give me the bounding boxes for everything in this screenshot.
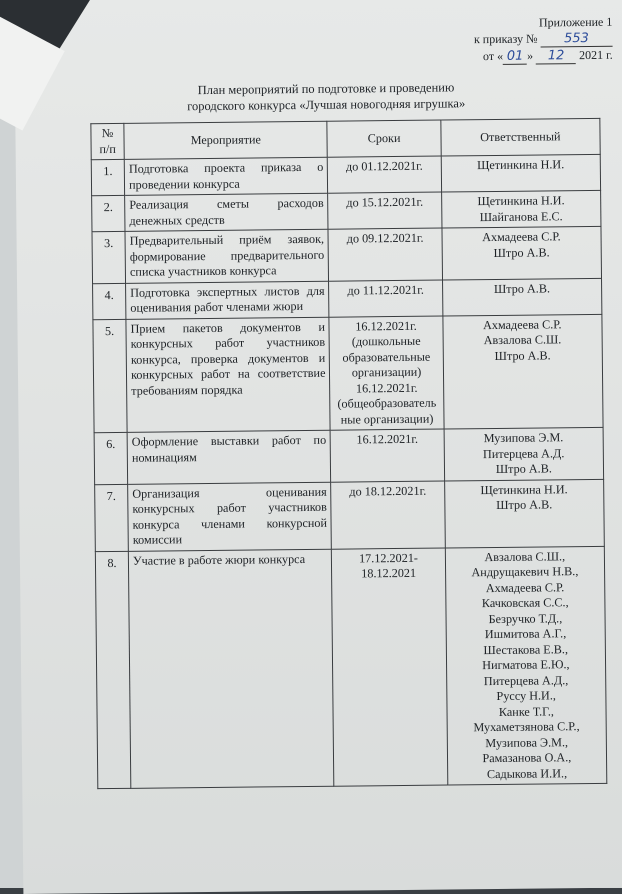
document-title [15,77,622,116]
date-line: 16.12.2021г. [355,380,418,395]
responsible-person: Мухаметзянова С.Р., [473,719,580,735]
row-event: Организация оценивания конкурсных работ участников конкурса членами конкурсной комиссии [128,482,332,551]
responsible-person: Штро А.В. [493,244,550,260]
responsible-person: Шестакова Е.В., [483,641,569,657]
order-prefix: к приказу № [473,31,538,47]
title-line-2: городского конкурса «Лучшая новогодняя игрушка» [187,96,466,114]
row-responsible [441,190,601,228]
document-page [14,0,622,894]
header-event: Мероприятие [124,121,328,159]
responsible-person: Рамазанова О.А., [482,750,572,766]
table-body [91,154,607,788]
table-row [95,546,606,789]
table-row [93,314,603,433]
date-line [474,47,613,65]
responsible-person: Шайганова Е.С. [479,208,563,224]
row-dates [332,548,448,787]
date-line: 17.12.2021- [358,550,419,565]
responsible-person: Ахмадеева С.Р. [485,579,565,595]
date-line: 18.12.2021 [361,565,417,581]
table-row [94,427,604,484]
appendix-block [474,14,613,65]
row-number: 5. [93,319,127,433]
date-mid: » [527,48,534,63]
responsible-person: Авзалова С.Ш., [484,548,566,564]
row-responsible [443,314,604,429]
responsible-person: Музипова Э.М., [485,734,569,750]
row-dates [331,481,445,549]
responsible-person: Штро А.В. [495,461,552,476]
responsible-person: Руссу Н.И., [496,688,556,703]
responsible-person: Щетинкина Н.И. [477,193,565,209]
responsible-person: Качковская С.С., [481,595,569,611]
table-row [92,190,601,231]
responsible-person: Авзалова С.Ш. [483,332,562,348]
row-number: 1. [91,159,124,195]
date-line: организации) [351,364,422,380]
row-dates [329,316,443,431]
row-dates [328,228,442,281]
row-number: 2. [92,195,125,231]
row-number: 3. [92,231,126,283]
row-responsible [444,427,604,480]
responsible-person: Канке Т.Г., [498,703,554,719]
row-event: Участие в работе жюри конкурса [128,549,334,789]
table-row [92,226,602,283]
responsible-person: Нигматова Е.Ю., [482,657,570,673]
responsible-person: Безручко Т.Д., [488,610,563,626]
table-row [93,278,602,319]
date-line: 16.12.2021г. [356,431,419,447]
title-line-1: План мероприятий по подготовке и проведению [197,80,455,98]
responsible-person: Щетинкина Н.И. [480,481,568,497]
date-year: 2021 г. [579,47,613,63]
row-number: 6. [94,432,128,484]
row-event: Реализация сметы расходов денежных средств [125,193,329,231]
row-event: Подготовка экспертных листов для оценивания работ членами жюри [126,281,330,319]
order-number: 553 [540,32,612,48]
responsible-person: Штро А.В. [496,497,553,512]
row-dates [328,156,442,193]
responsible-person: Садыкова И.И., [486,765,568,781]
events-table [90,118,607,789]
table-header-row [91,118,600,159]
header-responsible: Ответственный [441,118,601,156]
date-line: до 09.12.2021г. [346,230,424,246]
date-line: до 18.12.2021г. [349,483,427,499]
appendix-label: Приложение 1 [538,14,613,30]
responsible-person: Штро А.В. [494,347,551,363]
order-line [474,30,613,48]
row-number: 8. [95,551,131,789]
row-event: Предварительный приём заявок, формирование предварительного списка участников конкурса [125,229,329,283]
row-event: Подготовка проекта приказа о проведении конкурса [124,157,328,195]
row-responsible [445,546,607,785]
responsible-person: Ишмитова А.Г., [484,626,567,642]
date-line: до 11.12.2021г. [347,282,424,298]
row-event: Оформление выставки работ по номинациям [127,430,331,484]
row-responsible [444,479,604,548]
date-prefix: от « [482,48,504,64]
responsible-person: Ахмадеева С.Р. [483,316,562,332]
header-dates: Сроки [327,120,441,157]
responsible-person: Андрущакевич Н.В., [471,564,579,580]
date-line: до 15.12.2021г. [346,194,424,210]
row-dates [329,280,443,317]
date-line: образовательные [342,349,431,365]
responsible-person: Ахмадеева С.Р. [482,229,561,245]
row-number: 7. [95,484,129,551]
row-dates [331,429,445,482]
responsible-person: Питерцева А.Д. [482,445,565,461]
row-responsible [442,226,602,279]
row-responsible [442,278,602,316]
responsible-person: Щетинкина Н.И. [476,157,565,173]
row-responsible [441,154,601,192]
responsible-person: Штро А.В. [493,280,551,296]
responsible-person: Музипова Э.М. [483,430,564,446]
table-row [95,479,605,551]
responsible-person: Питерцева А.Д., [483,672,569,688]
date-month: 12 [536,49,576,64]
date-line: (общеобразователь [337,395,437,411]
date-day: 01 [503,50,527,65]
date-line: (дошкольные [351,333,421,349]
row-dates [328,192,442,229]
table-row [91,154,600,195]
date-line: 16.12.2021г. [355,318,417,333]
row-number: 4. [93,283,126,319]
date-line: ные организации) [340,411,434,427]
date-line: до 01.12.2021г. [345,158,423,174]
row-event: Прием пакетов документов и конкурсных работ участников конкурса, проверка документов и конкурсных работ на соответствие требованиям порядка [126,317,331,433]
header-num: № п/п [91,123,124,159]
